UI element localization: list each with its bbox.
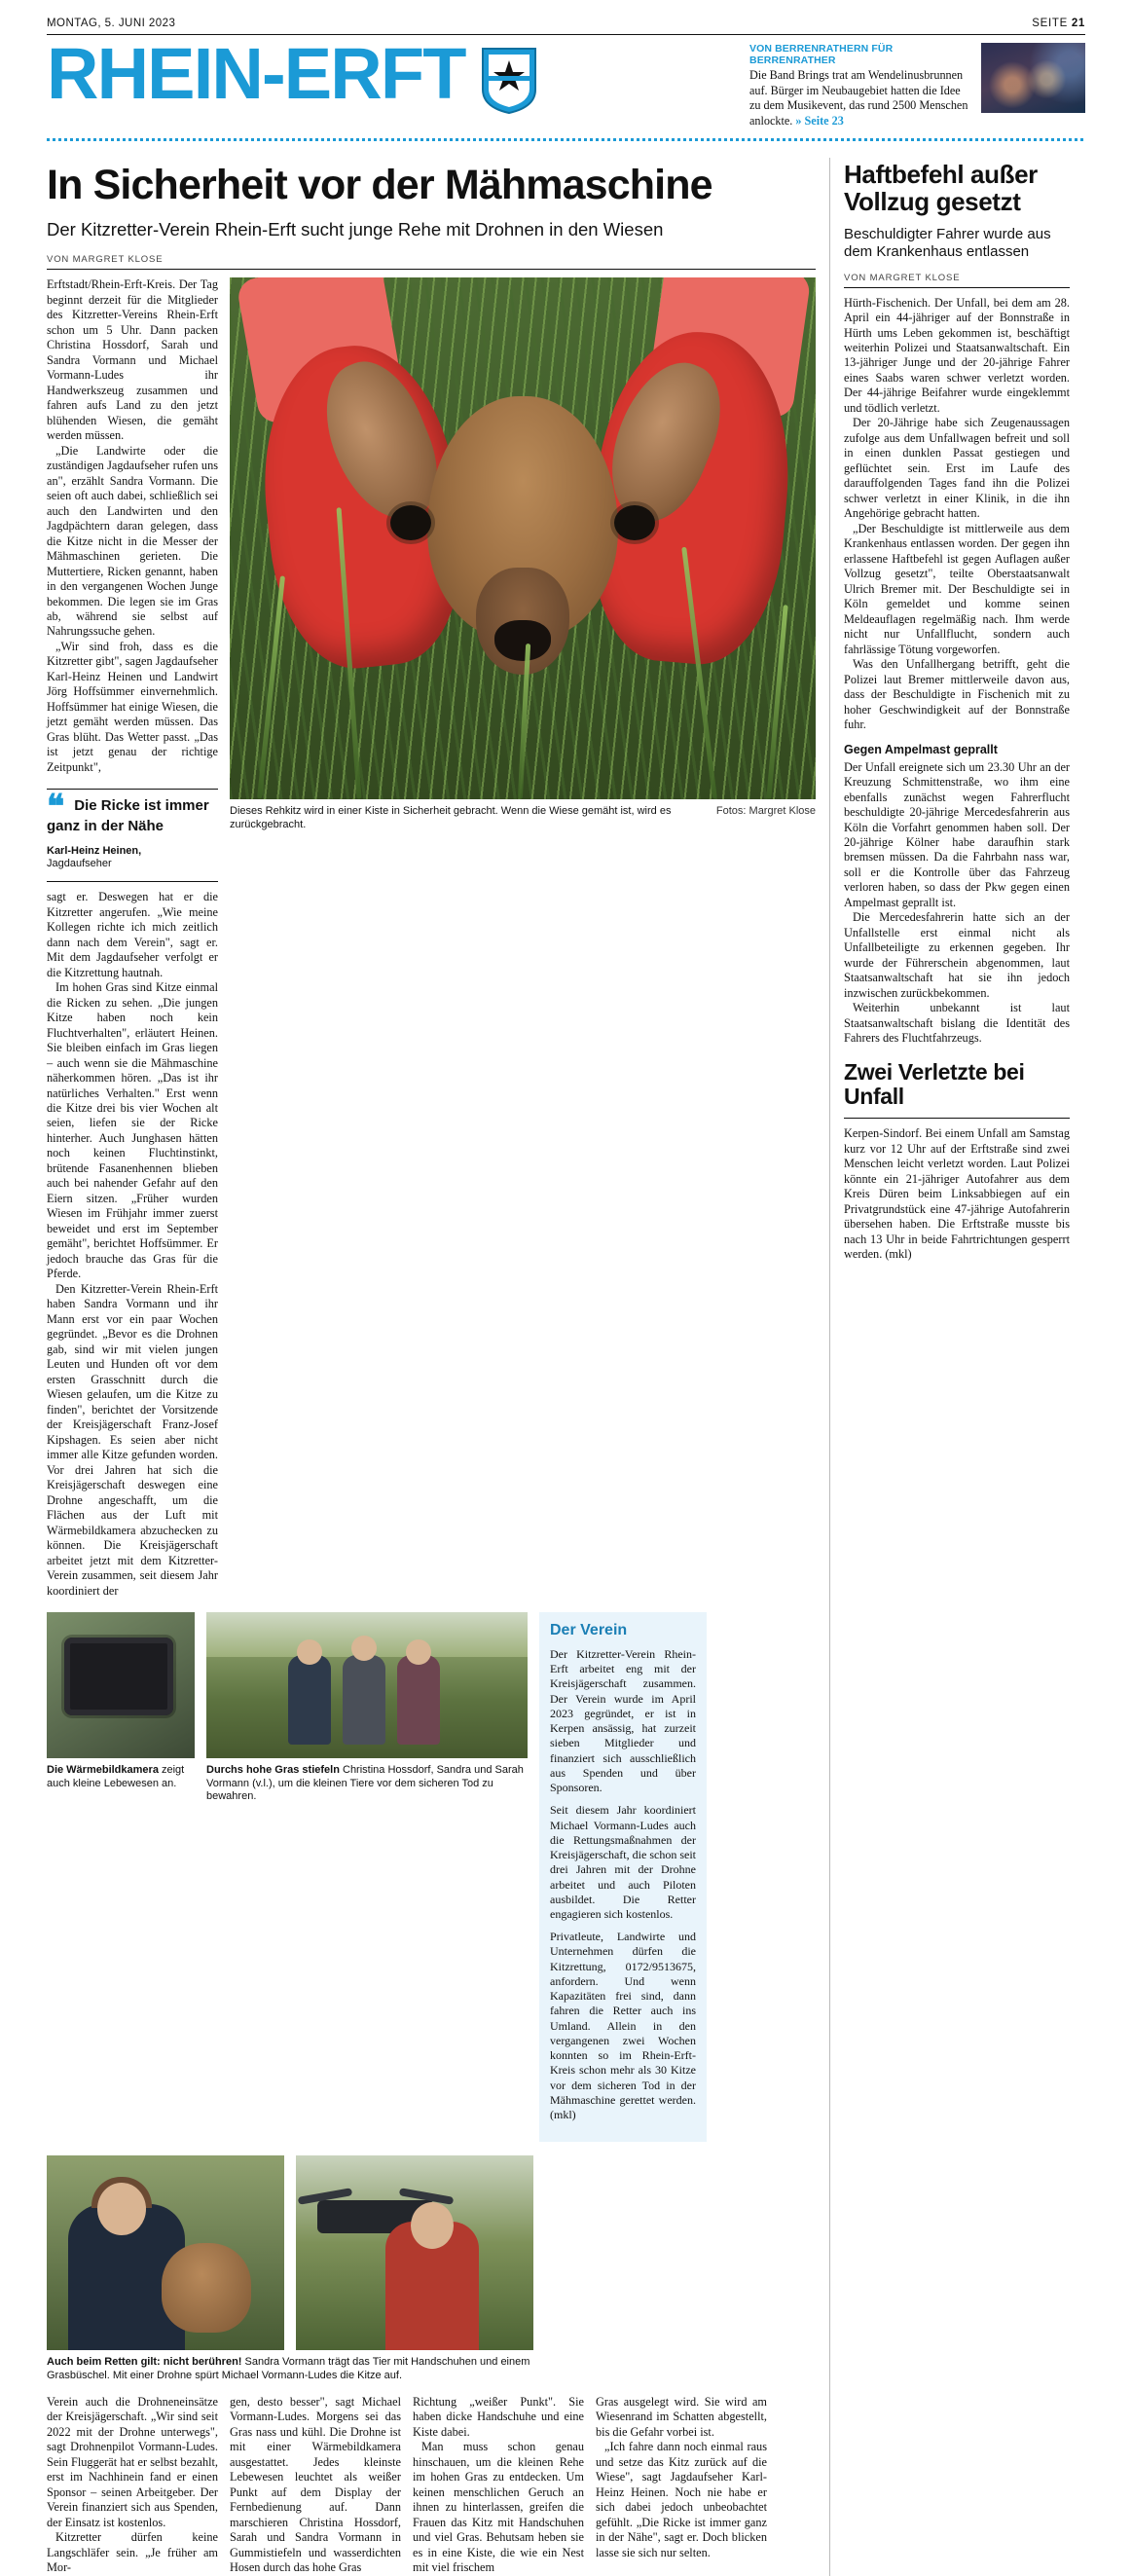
thermal-camera-photo (47, 1612, 195, 1758)
page-number-label (1032, 18, 1085, 29)
info-box-paragraph: Der Kitzretter-Verein Rhein-Erft arbeitet eng mit der Kreisjägerschaft zusammen. Der Verein wurde im April 2023 gegründet, er ist in Kerpen ansässig, hat zurzeit sieben Mitglieder und finanziert sich ausschließlich aus Spenden und über Sponsoren. (550, 1646, 696, 1795)
article-bottom-columns (47, 2395, 816, 2576)
hero-photo (230, 277, 816, 799)
caption-lead: Durchs hohe Gras stiefeln (206, 1763, 340, 1776)
info-box-paragraph: Privatleute, Landwirte und Unternehmen dürfen die Kitzrettung, 0172/9513675, anfordern. Und wenn Kapazitäten frei sind, dann fahren die Retter auch ins Umland. Allein in den vergangenen zwei Wochen konnten so im Rhein-Erft-Kreis schon mehr als 30 Kitze vor dem sicheren Tod in der Mähmaschine gerettet werden. (mkl) (550, 1930, 696, 2122)
lead-column (47, 277, 218, 1599)
info-box-verein (539, 1612, 707, 2142)
page-title: In Sicherheit vor der Mähmaschine (47, 162, 712, 209)
paragraph: „Wir sind froh, dass es die Kitzretter gibt", sagen Jagdaufseher Karl-Heinz Heinen und Landwirt Jörg Hoffsümmer einvernehmlich. Hoffsümmer hat einige Wiesen, die jetzt gemäht werden müssen. Das Gras blüht. Das Wetter passt. „Das ist jetzt genau der richtige Zeitpunkt", (47, 639, 218, 774)
caption-lead: Die Wärmebildkamera (47, 1763, 159, 1776)
caption-team-in-field (206, 1764, 528, 1804)
rail-divider-2 (844, 1118, 1070, 1119)
person-figure (397, 1655, 440, 1745)
page-label-text: SEITE (1032, 18, 1068, 29)
paragraph: Was den Unfallhergang betrifft, geht die Polizei laut Bremer mittlerweile davon aus, dass der Beschuldigte in Fischenich mit zu hoher Geschwindigkeit auf der Bonnstraße fuhr. (844, 657, 1070, 732)
quote-divider-bottom (47, 881, 218, 882)
person-head (97, 2183, 146, 2235)
promo-photo (981, 43, 1085, 113)
quote-author-name: Karl-Heinz Heinen, (47, 844, 142, 857)
rail-byline-divider (844, 287, 1070, 288)
camera-screen (72, 1645, 165, 1708)
pull-quote (47, 789, 218, 882)
paragraph: Kerpen-Sindorf. Bei einem Unfall am Samstag kurz vor 12 Uhr auf der Erftstraße sind zwei Menschen leicht verletzt worden. Laut Polizei könnte ein 21-jähriger Autofahrer aus dem Kreis Düren beim Linksabbiegen auf ein Privatgrundstück eine 47-jährige Autofahrerin übersehen haben. Die Erftstraße musste bis nach 13 Uhr in beide Fahrtrichtungen gesperrt werden. (mkl) (844, 1126, 1070, 1262)
paragraph: Hürth-Fischenich. Der Unfall, bei dem am 28. April ein 44-jähriger auf der Bonnstraße in Hürth ums Leben gekommen ist, beschäftigt weiterhin Polizei und Staatsanwaltschaft. Ein 13-jähriger Junge und der 20-jährige Fahrer eines Saabs waren schwer verletzt worden. Der 44-jährige Beifahrer wurde eingeklemmt und tödlich verletzt. (844, 295, 1070, 415)
paragraph: Weiterhin unbekannt ist laut Staatsanwaltschaft bislang die Identität des Fahrers des Fluchtfahrzeugs. (844, 1001, 1070, 1046)
hero-photo-block (230, 277, 816, 1599)
hero-caption-text: Dieses Rehkitz wird in einer Kiste in Sicherheit gebracht. Wenn die Wiese gemäht ist, wird es zurückgebracht. (230, 805, 672, 831)
lead-row (47, 277, 816, 1599)
caption-thermal-camera (47, 1764, 195, 1791)
bottom-column (47, 2395, 218, 2576)
paragraph: Man muss schon genau hinschauen, um die kleinen Rehe im hohen Gras zu entdecken. Um keinen menschlichen Geruch an ihnen zu hinterlassen, greifen die Frauen das Kitz mit Handschuhen und viel Gras. Behutsam heben sie es in eine Kiste, die wie ein Nest mit viel frischem (413, 2440, 584, 2575)
paragraph: Gras ausgelegt wird. Sie wird am Wiesenrand im Schatten abgestellt, bis die Gefahr vorbei ist. (596, 2394, 767, 2439)
paragraph: Der Unfall ereignete sich um 23.30 Uhr an der Kreuzung Schmittenstraße, wo ihm eine ebenfalls zunächst wegen Fahrerflucht beschuldigte 20-jährige Mercedesfahrerin aus Köln die Vorfahrt genommen haben soll. Der 20-jährige Kölner habe daraufhin stark bremsen müssen. Da die Fahrbahn nass war, soll er die Kontrolle über das Fahrzeug verloren haben, so dass der Pkw gegen einen Ampelmast geprallt ist. (844, 759, 1070, 909)
promo-body (749, 68, 971, 129)
person-head (351, 1636, 377, 1661)
caption-lead: Auch beim Retten gilt: nicht berühren! (47, 2356, 242, 2369)
masthead-title: RHEIN-ERFT (47, 33, 465, 114)
secondary-photo-row (47, 1612, 816, 2142)
rail-subheading: Gegen Ampelmast geprallt (844, 742, 998, 756)
promo-body-text: Die Band Brings trat am Wendelinusbrunnen auf. Bürger im Neubaugebiet hatten die Idee zu dem Musikevent, das rund 2500 Menschen anlockte. (749, 68, 968, 128)
caption-rest: zeigt auch kleine Lebewesen an. (47, 1763, 185, 1789)
coat-of-arms-icon (481, 47, 537, 115)
page-topbar (47, 0, 1085, 29)
paragraph: „Der Beschuldigte ist mittlerweile aus dem Krankenhaus entlassen worden. Der gegen ihn erlassene Haftbefehl ist gegen Auflagen außer Vollzug gesetzt", teilte Oberstaatsanwalt Ulrich Bremer mit. Der Beschuldigte sei in Köln gemeldet und komme seinen Meldeauflagen regelmäßig nach. Ihm werde nicht nur Unfallflucht, sondern auch fahrlässige Tötung vorgeworfen. (844, 521, 1070, 656)
info-box-title: Der Verein (550, 1621, 628, 1638)
column-divider (829, 158, 830, 2575)
fawn-eye-left (390, 505, 431, 540)
byline-divider (47, 269, 816, 270)
person-head (297, 1639, 322, 1665)
promo-teaser[interactable] (749, 43, 1085, 129)
paragraph: Im hohen Gras sind Kitze einmal die Ricken zu sehen. „Die jungen Kitze haben noch kein Fluchtverhalten", erläutert Heinen. Sie bleiben einfach im Gras liegen – auch wenn sie die Mähmaschine näherkommen hören. „Das ist ihr natürliches Verhalten." Erst wenn die Kitze drei bis vier Wochen alt seien, liefen sie der Ricke hinterher. Auch Junghasen hätten noch keinen Fluchtinstinkt, brütende Fasanenhennen blieben auch bei nahender Gefahr auf den Eiern sitzen. „Früher wurden Wiesen im Frühjahr immer zuerst beweidet und erst im September gemäht", berichtet Hoffsümmer. Er jedoch brauche das Gras für die Pferde. (47, 980, 218, 1281)
paragraph: Die Mercedesfahrerin hatte sich an der Unfallstelle erst einmal nicht als Unfallbeteiligte zu erkennen gegeben. Ihr wurde der Führerschein abgenommen, laut Staatsanwaltschaft hat sie ihn jedoch inzwischen zurückbekommen. (844, 910, 1070, 1000)
tertiary-photo-row (47, 2155, 816, 2350)
paragraph: „Die Landwirte oder die zuständigen Jagdaufseher rufen uns an", erzählt Sandra Vormann. Die seien oft auch dabei, schließlich sei auch den Landwirten und den Jagdpächtern daran gelegen, dass die Kitze nicht in die Messer der Mähmaschinen gerieten. Die Muttertiere, Ricken genannt, haben in den vergangenen Wochen Junge bekommen. Die legen sie im Gras ab, während sie selbst auf Nahrungssuche gehen. (47, 443, 218, 639)
fawn-figure (162, 2243, 251, 2333)
promo-kicker: VON BERRENRATHERN FÜR BERRENRATHER (749, 43, 894, 66)
pull-quote-text: Die Ricke ist immer ganz in der Nähe (47, 797, 209, 834)
page-content (47, 158, 1085, 2575)
photo-credit: Fotos: Margret Klose (715, 805, 816, 818)
main-article (47, 158, 816, 2575)
paragraph: Der 20-Jährige habe sich Zeugenaussagen zufolge aus dem Unfallwagen befreit und soll in einen dunklen Passat gestiegen und geflüchtet sein. Erst im Laufe des darauffolgenden Tages fand ihn die Polizei schwer verletzt in einer Klinik, in die ihn Angehörige gebracht hatten. (844, 416, 1070, 521)
quote-mark-icon: ❝ (47, 789, 65, 827)
person-figure (288, 1655, 331, 1745)
hero-caption (230, 805, 816, 832)
issue-date: MONTAG, 5. JUNI 2023 (47, 18, 176, 29)
rail-article-subhead: Beschuldigter Fahrer wurde aus dem Krankenhaus entlassen (844, 225, 1051, 260)
paragraph: Erftstadt/Rhein-Erft-Kreis. Der Tag beginnt derzeit für die Mitglieder des Kitzretter-Vereins Rhein-Erft schon um 5 Uhr. Dann packen Christina Hossdorf, Sarah und Sandra Vormann und Michael Vormann-Ludes ihr Handwerkszeug zusammen und fahren aufs Land zu den jetzt blühenden Wiesen, die gemäht werden müssen. (47, 277, 218, 443)
paragraph: Kitzretter dürfen keine Langschläfer sein. „Je früher am Mor- (47, 2530, 218, 2575)
team-in-field-photo (206, 1612, 528, 1758)
sidebar-articles (844, 158, 1070, 2575)
person-head (406, 1639, 431, 1665)
promo-text (749, 43, 971, 129)
rail-article-title: Haftbefehl außer Vollzug gesetzt (844, 160, 1038, 216)
quote-divider-top (47, 789, 218, 790)
rail-article-title-2: Zwei Verletzte bei Unfall (844, 1058, 1025, 1109)
pull-quote-attribution (47, 845, 218, 872)
woman-carrying-fawn-photo (47, 2155, 284, 2350)
info-box-paragraph: Seit diesem Jahr koordiniert Michael Vormann-Ludes auch die Rettungsmaßnahmen der Kreisjägerschaft, die schon seit drei Jahren mit der Drohne arbeitet und auch Piloten ausbildet. Die Retter engagieren sich kostenlos. (550, 1803, 696, 1921)
paragraph: sagt er. Deswegen hat er die Kitzretter angerufen. „Wie meine Kollegen richte ich mich zeitlich dann nach dem Verein", sagt er. Mit dem Jagdaufseher verfolgt er die Kitzrettung hautnah. (47, 890, 218, 979)
article-byline: VON MARGRET KLOSE (47, 254, 164, 266)
paragraph: gen, desto besser", sagt Michael Vormann-Ludes. Morgens sei das Gras nass und kühl. Die Drohne ist mit einer Wärmebildkamera ausgestattet. Jedes kleinste Lebewesen leuchtet als weißer Punkt auf dem Display der Fernbedienung auf. Dann marschieren Christina Hossdorf, Sarah und Sandra Vormann in Gummistiefeln und wasserdichten Hosen durch das hohe Gras (230, 2394, 401, 2575)
bottom-column (230, 2395, 401, 2576)
bottom-column (596, 2395, 767, 2576)
masthead (47, 33, 1085, 129)
article-subhead: Der Kitzretter-Verein Rhein-Erft sucht junge Rehe mit Drohnen in den Wiesen (47, 219, 664, 240)
bottom-column (413, 2395, 584, 2576)
caption-rescue (47, 2356, 533, 2383)
person-head (411, 2202, 454, 2249)
caption-rest: Sandra Vormann trägt das Tier mit Handschuhen und einem Grasbüschel. Mit einer Drohne spürt Michael Vormann-Ludes die Kitze auf. (47, 2356, 530, 2381)
paragraph: Richtung „weißer Punkt". Sie haben dicke Handschuhe und eine Kiste dabei. (413, 2394, 584, 2439)
rail-byline: VON MARGRET KLOSE (844, 272, 961, 283)
drone-pilot-photo (296, 2155, 533, 2350)
paragraph: „Ich fahre dann noch einmal raus und setze das Kitz zurück auf die Wiese", sagt Jagdaufseher Karl-Heinz Heinen. Noch nie habe er sich dabei jedoch unbeobachtet gefühlt. „Die Ricke ist immer ganz in der Nähe", sagt er. Doch blicken lasse sie sich nur selten. (596, 2440, 767, 2559)
person-figure (343, 1655, 385, 1745)
fawn-eye-right (614, 505, 655, 540)
caption-rest: Christina Hossdorf, Sandra und Sarah Vormann (v.l.), um die kleinen Tiere vor dem sicheren Tod zu bewahren. (206, 1763, 524, 1803)
page-number-value: 21 (1071, 18, 1085, 29)
fawn-nose (494, 620, 551, 661)
promo-more-link[interactable]: » Seite 23 (795, 113, 844, 128)
paragraph: Verein auch die Drohneneinsätze der Kreisjägerschaft. „Wir sind seit 2022 mit der Drohne unterwegs", sagt Drohnenpilot Vormann-Ludes. Sein Fluggerät hat er selbst bezahlt, erst im Nachhinein fand er einen Sponsor – seinen Arbeitgeber. Der Verein finanziert sich aus Spenden, der Einsatz ist kostenlos. (47, 2394, 218, 2529)
quote-author-role: Jagdaufseher (47, 858, 112, 870)
masthead-dotted-rule (47, 138, 1085, 144)
paragraph: Den Kitzretter-Verein Rhein-Erft haben Sandra Vormann und ihr Mann erst vor ein paar Wochen gegründet. „Bevor es die Drohnen gab, sind wir mit vielen jungen Leuten und Hunden oft vor dem ersten Grasschnitt durch die Wiesen gelaufen, um die Kitze zu finden", berichtet der Vorsitzende der Kreisjägerschaft Franz-Josef Kipshagen. Es seien aber nicht immer alle Kitze gefunden worden. Vor drei Jahren hat sich die Kreisjägerschaft deswegen eine Drohne angeschafft, um die Flächen aus der Luft mit Wärmebildkamera abzuchecken zu können. Die Kreisjägerschaft arbeitet jetzt mit dem Kitzretter-Verein zusammen, seit diesem Jahr koordiniert der (47, 1281, 218, 1598)
